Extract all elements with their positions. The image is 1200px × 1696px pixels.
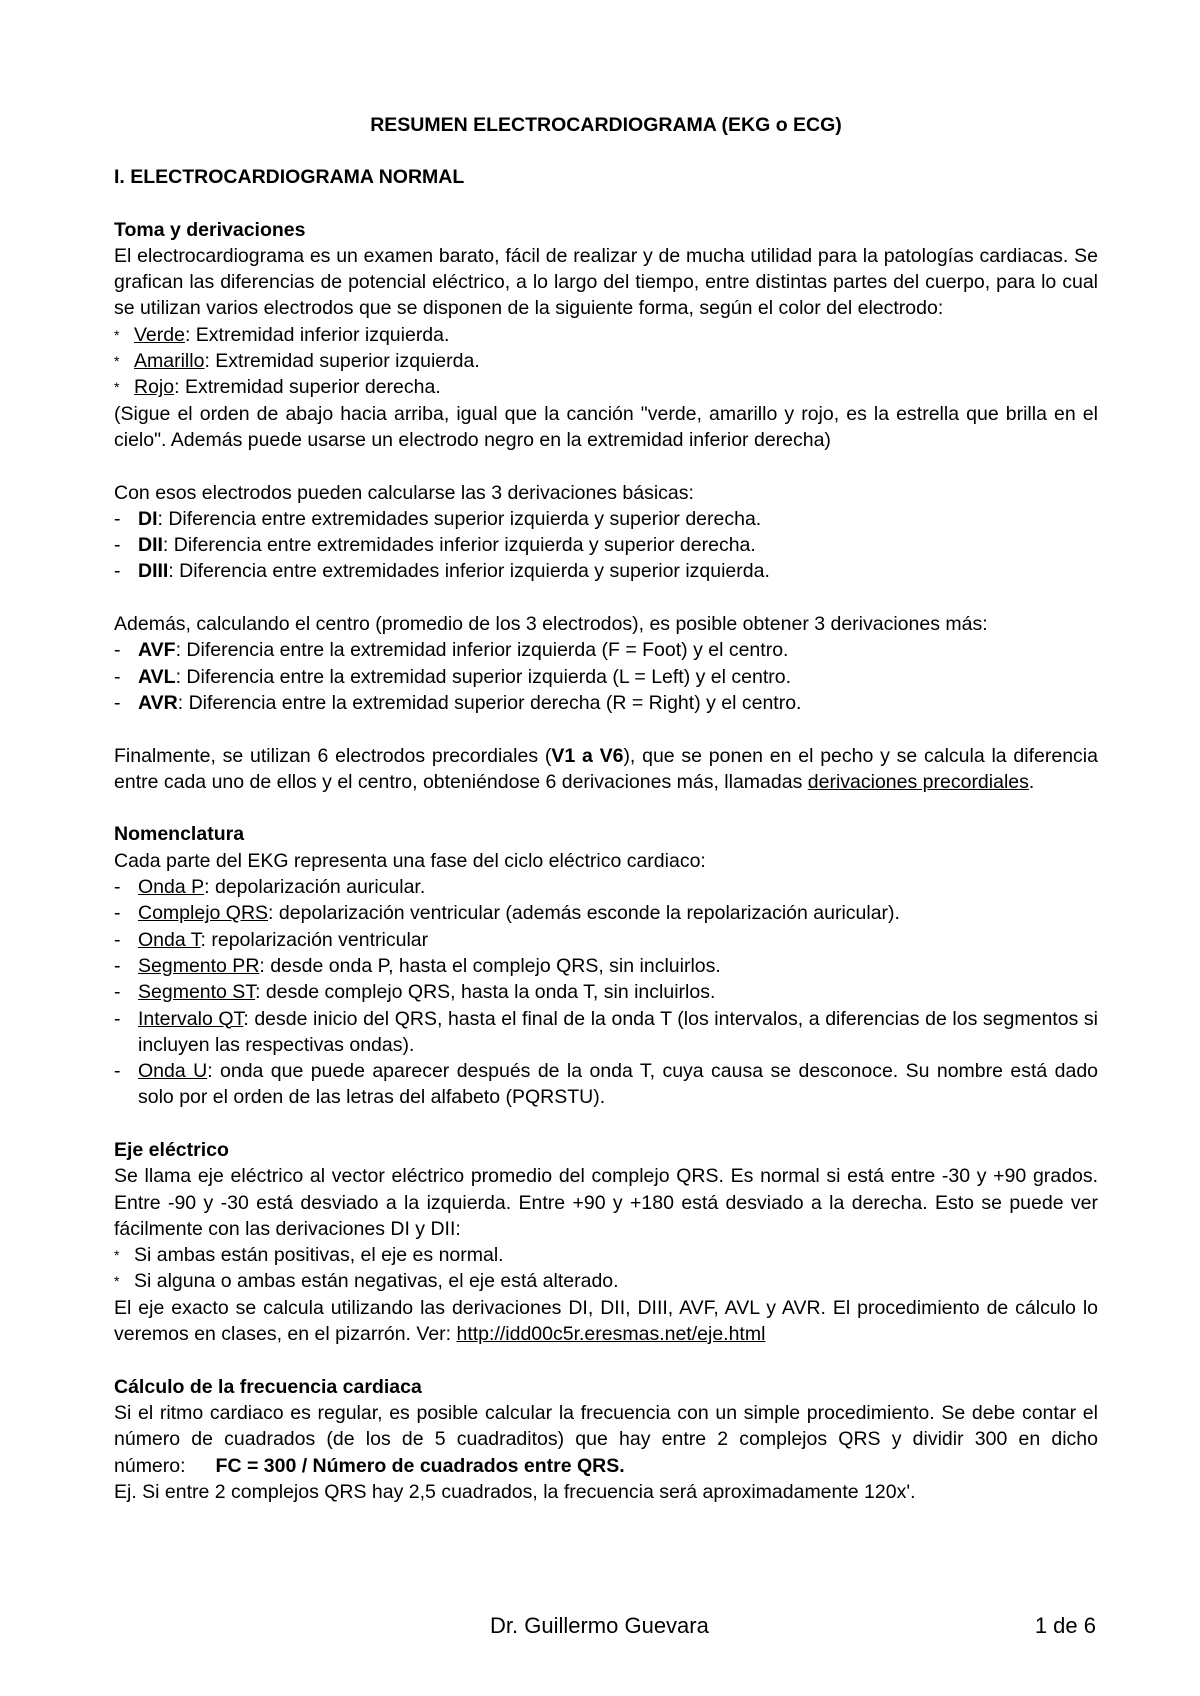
section-heading: I. ELECTROCARDIOGRAMA NORMAL: [114, 166, 465, 189]
paragraph-eje-intro: Se llama eje eléctrico al vector eléctrico promedio del complejo QRS. Es normal si está entre -30 y +90 grados. Entre -90 y -30 está desviado a la izquierda. Entre +90 y +180 está desviado a la derecha. Esto se puede ver fácilmente con las derivaciones DI y DII:: [114, 1165, 1098, 1240]
term: DI: [138, 507, 158, 530]
paragraph-note: (Sigue el orden de abajo hacia arriba, igual que la canción "verde, amarillo y rojo, es la estrella que brilla en el cielo". Además puede usarse un electrodo negro en la extremidad inferior derecha): [114, 402, 1098, 451]
bullet-star: *: [114, 353, 120, 370]
bullet-star: *: [114, 326, 120, 343]
bullet-star: *: [114, 1273, 120, 1290]
list-item-nomen: - Complejo QRS: depolarización ventricular (además esconde la repolarización auricular).: [114, 900, 1098, 926]
term: DII: [138, 534, 163, 557]
subsection-heading-nomenclatura: Nomenclatura: [114, 823, 245, 846]
bullet-dash: -: [114, 691, 121, 714]
list-item-nomen: - Segmento PR: desde onda P, hasta el complejo QRS, sin incluirlos.: [114, 953, 1098, 979]
list-item-nomen: - Onda T: repolarización ventricular: [114, 927, 1098, 953]
list-item-electrode: * Verde: Extremidad inferior izquierda.: [114, 322, 1098, 348]
term: Verde: [134, 323, 185, 346]
list-item-nomen: - Segmento ST: desde complejo QRS, hasta la onda T, sin incluirlos.: [114, 979, 1098, 1005]
term: AVF: [138, 639, 176, 662]
bullet-dash: -: [114, 981, 121, 1004]
term: Complejo QRS: [138, 902, 269, 925]
list-item-electrode: * Rojo: Extremidad superior derecha.: [114, 374, 1098, 400]
bullet-star: *: [114, 379, 120, 396]
bullet-dash: -: [114, 639, 121, 662]
list-item-lead: - DII: Diferencia entre extremidades inferior izquierda y superior derecha.: [114, 532, 1098, 558]
bullet-dash: -: [114, 507, 121, 530]
list-item-lead: - DI: Diferencia entre extremidades superior izquierda y superior derecha.: [114, 506, 1098, 532]
paragraph-eje-exact: El eje exacto se calcula utilizando las derivaciones DI, DII, DIII, AVF, AVL y AVR. El procedimiento de cálculo lo veremos en clases, en el pizarrón. Ver: http://idd00c5r.eresmas.net/eje.html: [114, 1296, 1098, 1346]
term: Segmento PR: [138, 954, 260, 977]
list-item-eje: * Si alguna o ambas están negativas, el eje está alterado.: [114, 1268, 1098, 1294]
document-title: RESUMEN ELECTROCARDIOGRAMA (EKG o ECG): [370, 114, 842, 136]
paragraph-example: Ej. Si entre 2 complejos QRS hay 2,5 cuadrados, la frecuencia será aproximadamente 120x'.: [114, 1480, 916, 1503]
bullet-dash: -: [114, 902, 121, 925]
bullet-dash: -: [114, 876, 121, 899]
list-item-nomen: - Intervalo QT: desde inicio del QRS, hasta el final de la onda T (los intervalos, a diferencias de los segmentos si incluyen las respectivas ondas).: [114, 1007, 1098, 1056]
term: Amarillo: [134, 350, 205, 373]
paragraph-toma-intro: El electrocardiograma es un examen barato, fácil de realizar y de mucha utilidad para la patologías cardiacas. Se grafican las diferencias de potencial eléctrico, a lo largo del tiempo, entre distintas partes del cuerpo, para lo cual se utilizan varios electrodos que se disponen de la siguiente forma, según el color del electrodo:: [114, 244, 1098, 320]
page-number: 1 de 6: [1034, 1613, 1096, 1638]
paragraph-basic-intro: Con esos electrodos pueden calcularse las 3 derivaciones básicas:: [114, 481, 694, 504]
subsection-heading-eje: Eje eléctrico: [114, 1138, 229, 1161]
list-item-lead: - AVR: Diferencia entre la extremidad superior derecha (R = Right) y el centro.: [114, 690, 1098, 716]
list-item-electrode: * Amarillo: Extremidad superior izquierda.: [114, 348, 1098, 374]
bullet-dash: -: [114, 560, 121, 583]
list-item-lead: - AVL: Diferencia entre la extremidad superior izquierda (L = Left) y el centro.: [114, 664, 1098, 690]
bullet-dash: -: [114, 954, 121, 977]
footer-author: Dr. Guillermo Guevara: [490, 1613, 709, 1638]
term: Segmento ST: [138, 981, 256, 1004]
paragraph-freq: Si el ritmo cardiaco es regular, es posible calcular la frecuencia con un simple procedimiento. Se debe contar el número de cuadrados (de los de 5 cuadraditos) que hay entre 2 complejos QRS y dividir 300 en dicho número: FC = 300 / Número de cuadrados entre QRS.: [114, 1401, 1098, 1477]
subsection-heading-toma: Toma y derivaciones: [114, 218, 306, 241]
term: Rojo: [134, 376, 175, 399]
term: DIII: [138, 560, 169, 583]
paragraph-nomen-intro: Cada parte del EKG representa una fase del ciclo eléctrico cardiaco:: [114, 849, 706, 872]
bullet-star: *: [114, 1247, 120, 1264]
bullet-dash: -: [114, 534, 121, 557]
bullet-dash: -: [114, 665, 121, 688]
term: Onda P: [138, 876, 205, 899]
bullet-dash: -: [114, 1060, 121, 1083]
bullet-dash: -: [114, 928, 121, 951]
bullet-dash: -: [114, 1007, 121, 1030]
term: Onda T: [138, 928, 201, 951]
formula: FC = 300 / Número de cuadrados entre QRS.: [215, 1454, 625, 1477]
list-item-nomen: - Onda U: onda que puede aparecer después de la onda T, cuya causa se desconoce. Su nombre está dado solo por el orden de las letras del alfabeto (PQRSTU).: [114, 1060, 1099, 1109]
list-item-nomen: - Onda P: depolarización auricular.: [114, 874, 1098, 900]
list-item-eje: * Si ambas están positivas, el eje es normal.: [114, 1242, 1098, 1268]
term: AVR: [138, 691, 178, 714]
term: Intervalo QT: [138, 1007, 244, 1030]
term: Onda U: [138, 1060, 208, 1083]
eje-link[interactable]: http://idd00c5r.eresmas.net/eje.html: [456, 1323, 766, 1346]
list-item-lead: - AVF: Diferencia entre la extremidad inferior izquierda (F = Foot) y el centro.: [114, 637, 1098, 663]
term: AVL: [138, 665, 176, 688]
list-item-lead: - DIII: Diferencia entre extremidades inferior izquierda y superior izquierda.: [114, 558, 1098, 584]
paragraph-precordial: Finalmente, se utilizan 6 electrodos precordiales (V1 a V6), que se ponen en el pecho y se calcula la diferencia entre cada uno de ellos y el centro, obteniéndose 6 derivaciones más, llamadas derivaciones precordiales.: [114, 744, 1098, 793]
subsection-heading-frecuencia: Cálculo de la frecuencia cardiaca: [114, 1375, 422, 1398]
paragraph-aug-intro: Además, calculando el centro (promedio de los 3 electrodos), es posible obtener 3 derivaciones más:: [114, 613, 988, 636]
